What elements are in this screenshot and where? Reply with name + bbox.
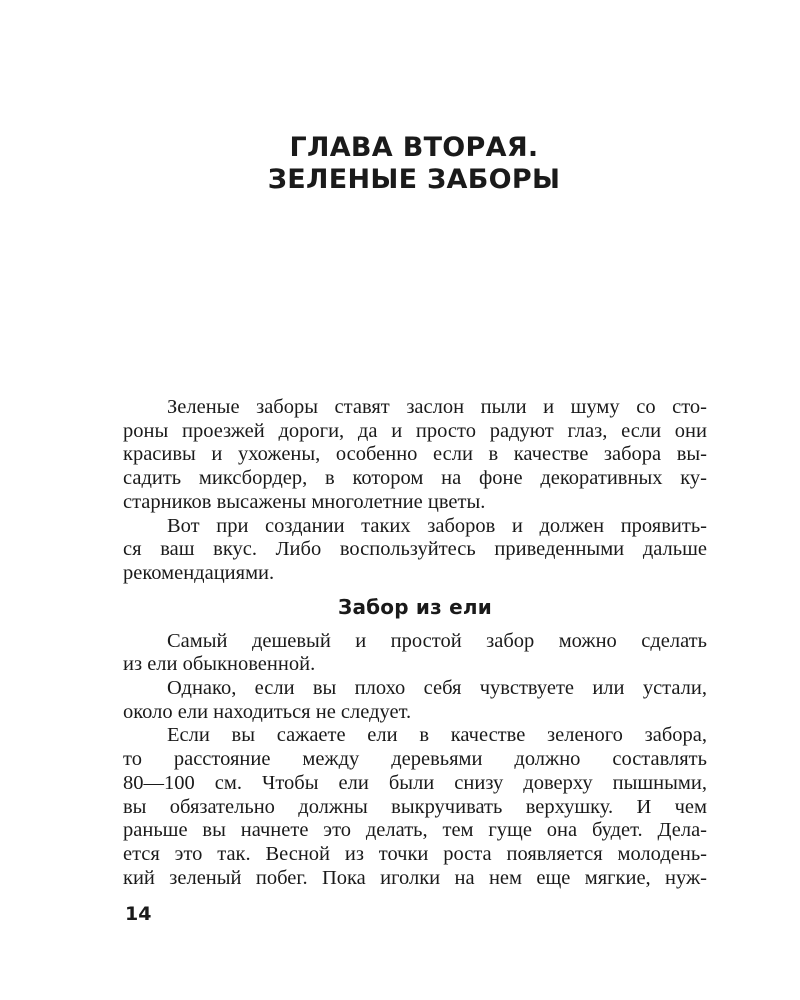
text-line: из ели обыкновенной. [123, 653, 316, 676]
text-line: садить миксбордер, в котором на фоне декоративных ку- [123, 467, 707, 490]
text-line: Однако, если вы плохо себя чувствуете или устали, [167, 677, 707, 700]
text-line: вы обязательно должны выкручивать верхушку. И чем [123, 795, 707, 818]
text-line: рекомендациями. [123, 561, 275, 584]
text-line: ется это так. Весной из точки роста появляется молодень- [123, 842, 707, 865]
chapter-title-line-1: ГЛАВА ВТОРАЯ. [289, 132, 539, 163]
chapter-title [0, 132, 800, 196]
text-line: Зеленые заборы ставят заслон пыли и шуму со сто- [167, 396, 707, 418]
text-line: Самый дешевый и простой забор можно сделать [167, 629, 707, 652]
page-number: 14 [125, 903, 152, 925]
chapter-title-line-2: ЗЕЛЕНЫЕ ЗАБОРЫ [267, 164, 561, 195]
text-line: то расстояние между деревьями должно составлять [123, 748, 707, 771]
text-line: роны проезжей дороги, да и просто радуют глаз, если они [123, 419, 707, 442]
text-line: красивы и ухожены, особенно если в качестве забора вы- [123, 443, 707, 466]
text-line: ся ваш вкус. Либо воспользуйтесь приведенными дальше [123, 538, 707, 561]
text-line: кий зеленый побег. Пока иголки на нем еще мягкие, нуж- [123, 866, 707, 889]
text-line: старников высажены многолетние цветы. [123, 490, 486, 513]
text-line: 80—100 см. Чтобы ели были снизу доверху пышными, [123, 771, 707, 794]
text-line: Вот при создании таких заборов и должен проявить- [167, 514, 707, 537]
section-heading: Забор из ели [338, 594, 492, 619]
text-line: около ели находиться не следует. [123, 700, 412, 723]
body-text [123, 396, 707, 890]
text-line: раньше вы начнете это делать, тем гуще она будет. Дела- [123, 819, 707, 842]
text-line: Если вы сажаете ели в качестве зеленого забора, [167, 724, 707, 747]
